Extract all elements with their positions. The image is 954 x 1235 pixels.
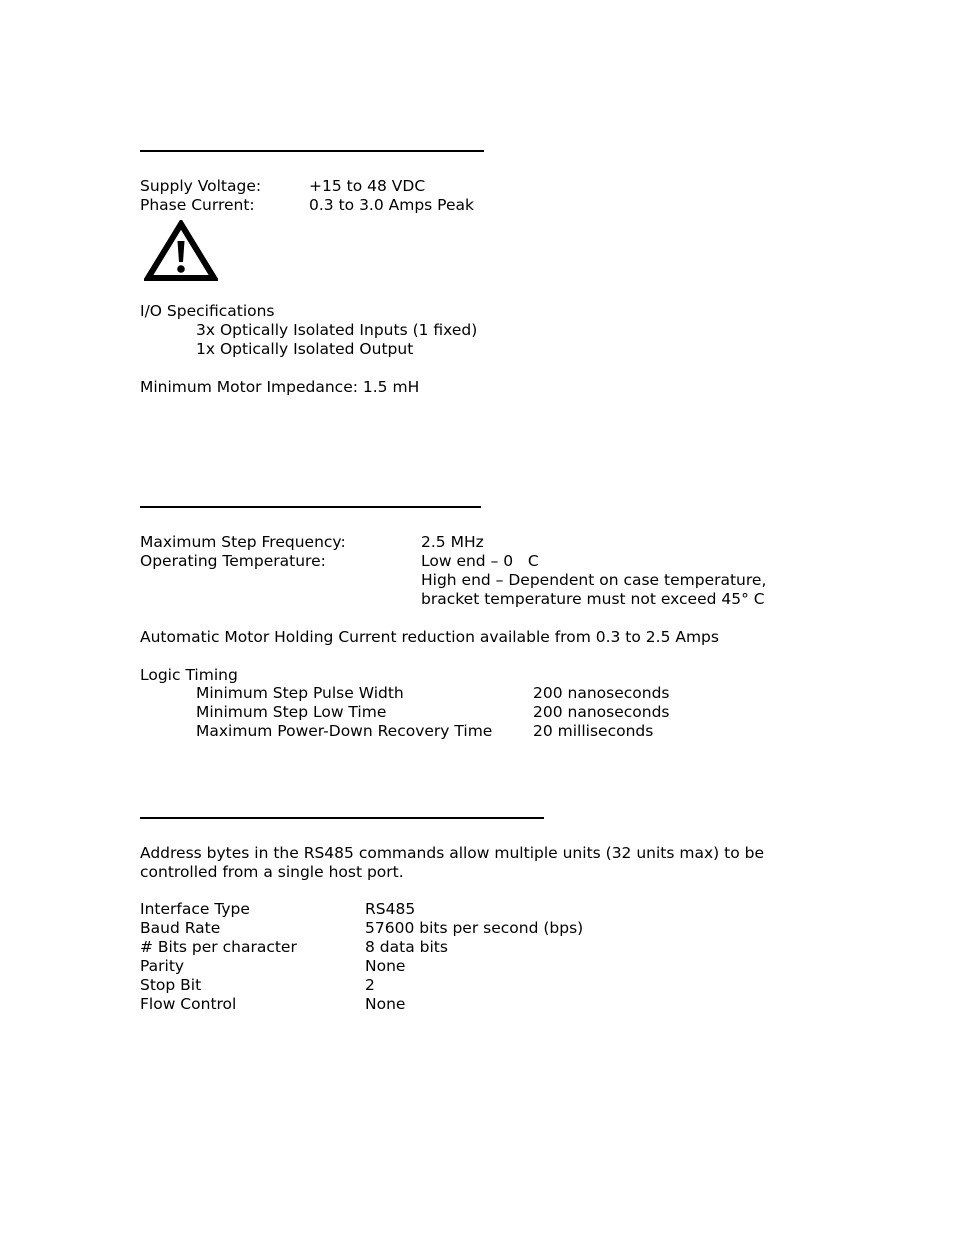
comm-row-label: # Bits per character [140, 938, 297, 956]
comm-row-value: None [365, 995, 406, 1013]
supply-voltage-value: +15 to 48 VDC [309, 177, 426, 195]
max-step-frequency-value: 2.5 MHz [421, 533, 484, 551]
comm-row-value: RS485 [365, 900, 416, 918]
comm-row-label: Parity [140, 957, 185, 975]
operating-temperature-line: Low end – 0 C [421, 552, 539, 570]
comm-row-label: Baud Rate [140, 919, 221, 937]
logic-timing-value: 20 milliseconds [533, 722, 654, 740]
communication-intro-line: controlled from a single host port. [140, 863, 404, 881]
io-specifications-title: I/O Specifications [140, 302, 275, 320]
comm-row-label: Interface Type [140, 900, 250, 918]
logic-timing-value: 200 nanoseconds [533, 684, 670, 702]
logic-timing-title: Logic Timing [140, 666, 238, 684]
warning-triangle-icon [144, 220, 218, 282]
supply-voltage-label: Supply Voltage: [140, 177, 262, 195]
communication-intro-line: Address bytes in the RS485 commands allow multiple units (32 units max) to be [140, 844, 764, 862]
min-motor-impedance: Minimum Motor Impedance: 1.5 mH [140, 378, 420, 396]
logic-timing-label: Maximum Power-Down Recovery Time [196, 722, 493, 740]
comm-row-label: Stop Bit [140, 976, 202, 994]
logic-timing-label: Minimum Step Pulse Width [196, 684, 404, 702]
logic-timing-label: Minimum Step Low Time [196, 703, 387, 721]
comm-row-value: None [365, 957, 406, 975]
section-rule-communication [140, 817, 544, 819]
holding-current-note: Automatic Motor Holding Current reduction available from 0.3 to 2.5 Amps [140, 628, 719, 646]
section-rule-electrical [140, 150, 484, 152]
comm-row-value: 57600 bits per second (bps) [365, 919, 584, 937]
logic-timing-value: 200 nanoseconds [533, 703, 670, 721]
comm-row-value: 2 [365, 976, 375, 994]
max-step-frequency-label: Maximum Step Frequency: [140, 533, 346, 551]
section-rule-performance [140, 506, 481, 508]
operating-temperature-line: High end – Dependent on case temperature, [421, 571, 767, 589]
comm-row-value: 8 data bits [365, 938, 448, 956]
phase-current-label: Phase Current: [140, 196, 255, 214]
operating-temperature-line: bracket temperature must not exceed 45° C [421, 590, 765, 608]
io-item: 1x Optically Isolated Output [196, 340, 414, 358]
operating-temperature-label: Operating Temperature: [140, 552, 326, 570]
io-item: 3x Optically Isolated Inputs (1 fixed) [196, 321, 478, 339]
comm-row-label: Flow Control [140, 995, 237, 1013]
phase-current-value: 0.3 to 3.0 Amps Peak [309, 196, 474, 214]
